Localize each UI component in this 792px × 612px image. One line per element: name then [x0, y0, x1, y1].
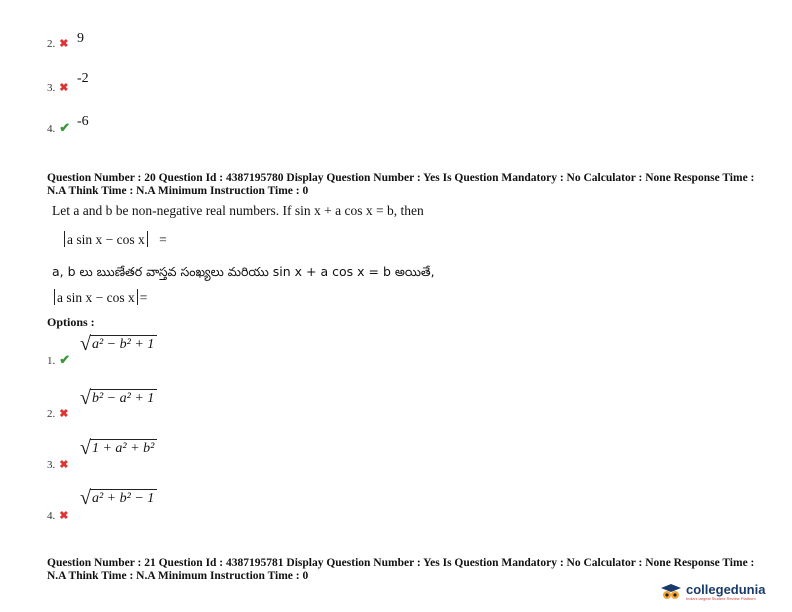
logo-tagline: India's largest Student Review Platform: [686, 595, 756, 601]
option-4-sqrt: [80, 489, 157, 507]
abs-bar-left: [54, 289, 55, 305]
logo-text: collegedunia: [686, 581, 766, 597]
question-meta: Question Number : 20 Question Id : 4387195780 Display Question Number : Yes Is Question Mandatory : No Calculator : None Response Time : N.A Think Time : N.A Minimum Instruction Time : 0: [47, 172, 755, 197]
options-label: Options :: [47, 315, 95, 329]
correct-mark-icon: ✔: [59, 120, 71, 135]
option-number: 1.: [47, 355, 56, 367]
sqrt-icon: √: [80, 387, 91, 409]
prev-option-2: [47, 34, 68, 52]
absolute-expression-english: [62, 231, 167, 248]
absolute-expression-telugu: [52, 289, 147, 306]
option-number: 3.: [47, 459, 56, 471]
option-2-sqrt: [80, 389, 157, 407]
option-number: 2.: [47, 408, 56, 420]
expression: a sin x − cos x: [67, 232, 145, 247]
question-meta-next: Question Number : 21 Question Id : 4387195781 Display Question Number : Yes Is Question Mandatory : No Calculator : None Response Time : N.A Think Time : N.A Minimum Instruction Time : 0: [47, 557, 755, 582]
option-3-sqrt: [80, 439, 157, 457]
wrong-mark-icon: ✖: [59, 38, 69, 50]
abs-bar-right: [147, 231, 148, 247]
prev-option-value: -6: [77, 114, 89, 129]
option-number: 4.: [47, 510, 56, 522]
sqrt-icon: √: [80, 487, 91, 509]
graduate-owl-icon: [660, 583, 682, 601]
option-number: 2.: [47, 38, 56, 50]
wrong-mark-icon: ✖: [59, 82, 69, 94]
sqrt-icon: √: [80, 333, 91, 355]
wrong-mark-icon: ✖: [59, 459, 69, 471]
prev-option-3: [47, 78, 68, 96]
collegedunia-logo: [660, 583, 765, 601]
wrong-mark-icon: ✖: [59, 408, 69, 420]
prev-option-value: 9: [77, 31, 84, 46]
option-4: [47, 506, 68, 524]
option-3: [47, 455, 68, 473]
prev-option-value: -2: [77, 71, 89, 86]
question-text-telugu: a, b లు ఋణేతర వాస్తవ సంఖ్యలు మరియు sin x + a cos x = b అయితే,: [52, 264, 435, 279]
radicand: a² − b² + 1: [90, 335, 157, 353]
question-text-english: Let a and b be non-negative real numbers. If sin x + a cos x = b, then: [52, 203, 424, 218]
abs-bar-left: [64, 231, 65, 247]
expression: a sin x − cos x: [57, 290, 135, 305]
wrong-mark-icon: ✖: [59, 510, 69, 522]
option-1: [47, 351, 70, 369]
equals-sign: =: [139, 290, 148, 305]
abs-bar-right: [137, 289, 138, 305]
sqrt-icon: √: [80, 437, 91, 459]
radicand: 1 + a² + b²: [90, 439, 157, 457]
equals-sign: =: [159, 232, 167, 247]
prev-option-4: [47, 119, 70, 137]
correct-mark-icon: ✔: [59, 352, 71, 367]
option-2: [47, 404, 68, 422]
radicand: b² − a² + 1: [90, 389, 157, 407]
option-number: 3.: [47, 82, 56, 94]
option-number: 4.: [47, 123, 56, 135]
option-1-sqrt: [80, 335, 157, 353]
radicand: a² + b² − 1: [90, 489, 157, 507]
